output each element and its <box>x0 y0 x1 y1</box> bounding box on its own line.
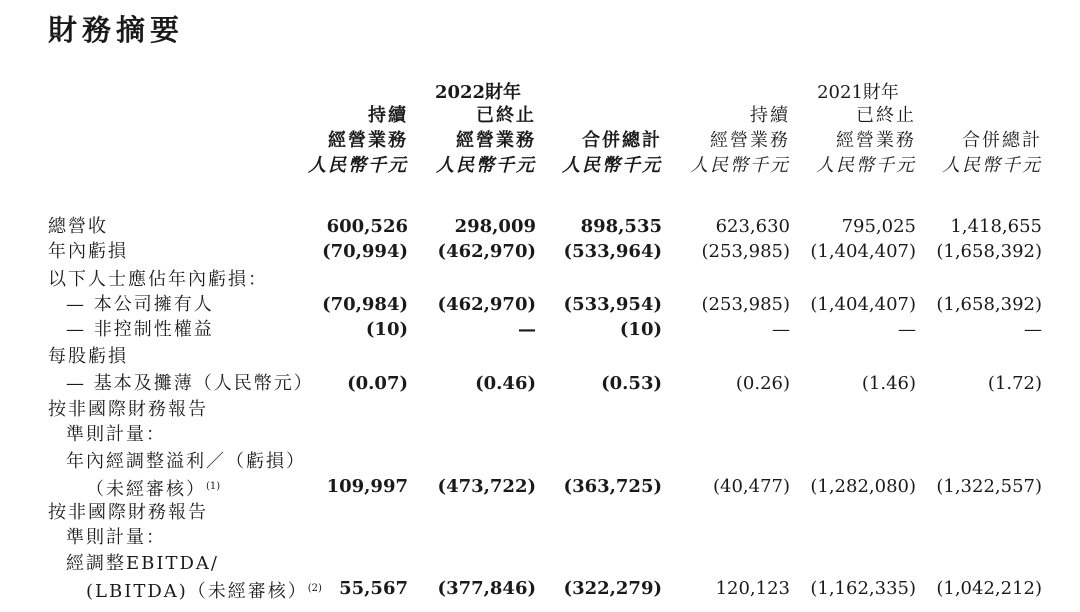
table-cell: 600,526 <box>326 216 408 237</box>
column-header-unit: 人民幣千元 <box>942 155 1042 176</box>
column-header-line1 <box>540 103 662 128</box>
column-header-3 <box>540 103 662 178</box>
row-label <box>48 214 108 239</box>
table-cell: 623,630 <box>715 216 790 237</box>
table-cell: 1,418,655 <box>950 216 1042 237</box>
column-header-line2: 經營業務 <box>456 130 536 151</box>
table-cell: (533,954) <box>563 294 662 315</box>
row-label-text: 準則計量： <box>66 424 166 445</box>
year-header-2022: 2022財年 <box>434 82 522 103</box>
table-cell: (1,042,212) <box>936 578 1042 599</box>
table-cell: 120,123 <box>715 578 790 599</box>
table-cell: (1,282,080) <box>810 476 916 497</box>
table-cell: (1.46) <box>861 373 916 394</box>
table-row <box>0 449 1080 474</box>
page-title: 財務摘要 <box>48 13 185 47</box>
row-label-text: — 本公司擁有人 <box>66 294 214 315</box>
column-header-line1 <box>920 103 1042 128</box>
row-label-text: 總營收 <box>48 216 108 237</box>
table-row <box>0 500 1080 525</box>
column-header-line1: 持續 <box>750 105 790 126</box>
column-header-line2: 經營業務 <box>710 130 790 151</box>
table-cell: (322,279) <box>563 578 662 599</box>
row-label <box>86 474 220 502</box>
row-label <box>66 551 219 576</box>
row-label-text: 準則計量： <box>66 527 166 548</box>
row-label-text: 每股虧損 <box>48 346 128 367</box>
column-header-unit: 人民幣千元 <box>308 155 408 176</box>
column-header-line1: 已終止 <box>856 105 916 126</box>
table-cell: (377,846) <box>437 578 536 599</box>
row-label <box>48 500 208 525</box>
row-label-text: — 基本及攤薄（人民幣元） <box>66 373 314 394</box>
column-header-5 <box>794 103 916 178</box>
column-header-line1: 已終止 <box>476 105 536 126</box>
column-header-line1: 持續 <box>368 105 408 126</box>
row-label <box>66 317 214 342</box>
row-label <box>48 344 128 369</box>
table-cell: (0.53) <box>601 373 662 394</box>
table-cell: (10) <box>365 319 408 340</box>
table-cell: (473,722) <box>437 476 536 497</box>
table-row <box>0 344 1080 369</box>
row-label-text: 以下人士應佔年內虧損： <box>48 269 268 290</box>
row-label <box>66 292 214 317</box>
table-row <box>0 239 1080 264</box>
column-header-2 <box>414 103 536 178</box>
column-header-line2: 合併總計 <box>582 130 662 151</box>
row-label-text: (LBITDA)（未經審核） <box>86 581 308 602</box>
table-cell: (40,477) <box>712 476 790 497</box>
column-header-line2: 經營業務 <box>328 130 408 151</box>
table-cell: (70,984) <box>322 294 408 315</box>
table-cell: 898,535 <box>580 216 662 237</box>
table-cell: (253,985) <box>701 241 790 262</box>
row-label <box>48 239 128 264</box>
row-label <box>66 449 306 474</box>
table-cell: (253,985) <box>701 294 790 315</box>
table-cell: — <box>518 319 536 340</box>
column-header-line2: 合併總計 <box>962 130 1042 151</box>
row-label <box>66 422 166 447</box>
row-label <box>66 525 166 550</box>
table-cell: 795,025 <box>841 216 916 237</box>
table-row <box>0 317 1080 342</box>
column-header-4 <box>668 103 790 178</box>
row-label-text: 按非國際財務報告 <box>48 399 208 420</box>
table-row <box>0 551 1080 576</box>
column-header-unit: 人民幣千元 <box>816 155 916 176</box>
row-label-text: （未經審核） <box>86 479 206 500</box>
table-cell: (0.07) <box>347 373 408 394</box>
year-header-2021: 2021財年 <box>817 82 899 103</box>
table-row <box>0 397 1080 422</box>
row-label-text: 年內虧損 <box>48 241 128 262</box>
column-header-6 <box>920 103 1042 178</box>
table-row <box>0 525 1080 550</box>
table-row <box>0 422 1080 447</box>
column-header-unit: 人民幣千元 <box>690 155 790 176</box>
table-row <box>0 267 1080 292</box>
table-row <box>0 371 1080 396</box>
table-cell: (0.46) <box>475 373 536 394</box>
footnote-marker: (2) <box>307 583 322 594</box>
table-cell: 55,567 <box>339 578 408 599</box>
row-label <box>48 267 268 292</box>
table-cell: — <box>1024 319 1042 340</box>
column-header-line2: 經營業務 <box>836 130 916 151</box>
table-cell: (1,658,392) <box>936 294 1042 315</box>
table-cell: (1.72) <box>987 373 1042 394</box>
table-cell: (10) <box>619 319 662 340</box>
table-row <box>0 474 1080 499</box>
table-cell: (0.26) <box>735 373 790 394</box>
table-cell: (1,658,392) <box>936 241 1042 262</box>
table-cell: — <box>772 319 790 340</box>
row-label <box>48 397 208 422</box>
row-label-text: — 非控制性權益 <box>66 319 214 340</box>
table-cell: (1,162,335) <box>810 578 916 599</box>
column-header-unit: 人民幣千元 <box>436 155 536 176</box>
table-cell: 109,997 <box>326 476 408 497</box>
column-header-unit: 人民幣千元 <box>562 155 662 176</box>
table-row <box>0 576 1080 601</box>
table-cell: (363,725) <box>563 476 662 497</box>
row-label-text: 按非國際財務報告 <box>48 502 208 523</box>
table-cell: — <box>898 319 916 340</box>
table-cell: (1,404,407) <box>810 294 916 315</box>
table-cell: (533,964) <box>563 241 662 262</box>
table-cell: (70,994) <box>322 241 408 262</box>
table-row <box>0 292 1080 317</box>
row-label-text: 經調整EBITDA/ <box>66 553 219 574</box>
column-header-1 <box>286 103 408 178</box>
table-cell: (1,322,557) <box>936 476 1042 497</box>
table-cell: (462,970) <box>437 241 536 262</box>
row-label-text: 年內經調整溢利／（虧損） <box>66 451 306 472</box>
table-cell: (1,404,407) <box>810 241 916 262</box>
table-row <box>0 214 1080 239</box>
table-cell: 298,009 <box>454 216 536 237</box>
footnote-marker: (1) <box>206 481 221 492</box>
table-cell: (462,970) <box>437 294 536 315</box>
